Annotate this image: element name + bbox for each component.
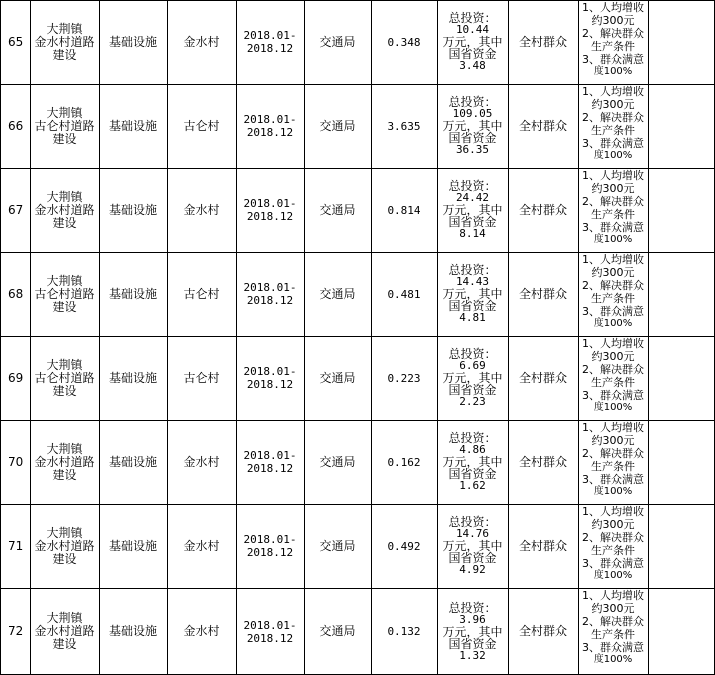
benefit-cell bbox=[578, 588, 648, 675]
benefit-line: 度100% bbox=[593, 486, 633, 497]
investment-cell bbox=[437, 588, 508, 675]
investment-line: 4.86 bbox=[459, 443, 486, 456]
extra-cell bbox=[648, 252, 715, 336]
extra-cell bbox=[648, 84, 715, 168]
index-cell: 66 bbox=[8, 118, 24, 133]
beneficiary-cell: 全村群众 bbox=[518, 286, 567, 301]
benefit-line: 1、人均增收 bbox=[582, 589, 644, 602]
grid-line-vertical bbox=[0, 0, 1, 675]
investment-line: 万元，其中 bbox=[442, 287, 503, 301]
project-name-line: 大荆镇 bbox=[46, 441, 83, 456]
benefit-line: 度100% bbox=[593, 150, 633, 161]
village-cell: 金水村 bbox=[183, 202, 220, 217]
investment-cell bbox=[437, 252, 508, 336]
benefit-line: 1、人均增收 bbox=[582, 169, 644, 182]
project-name-line: 大荆镇 bbox=[46, 611, 83, 625]
extra-cell bbox=[648, 420, 715, 504]
benefit-line: 2、解决群众 bbox=[582, 531, 644, 544]
investment-cell bbox=[437, 504, 508, 588]
project-name-line: 大荆镇 bbox=[46, 525, 83, 540]
village-cell: 金水村 bbox=[183, 454, 220, 469]
category-cell: 基础设施 bbox=[108, 624, 157, 638]
benefit-line: 2、解决群众 bbox=[582, 615, 644, 628]
index-cell: 69 bbox=[8, 370, 24, 385]
project-name-line: 金水村道路 bbox=[34, 202, 95, 217]
project-name-line: 大荆镇 bbox=[46, 105, 83, 120]
amount-cell: 0.481 bbox=[387, 287, 421, 301]
benefit-line: 3、群众满意 bbox=[582, 137, 644, 150]
investment-line: 万元，其中 bbox=[442, 624, 503, 639]
amount-cell: 3.635 bbox=[387, 119, 421, 133]
investment-line: 国省资金 bbox=[448, 383, 497, 397]
project-name-line: 大荆镇 bbox=[46, 189, 83, 204]
benefit-line: 约300元 bbox=[591, 602, 635, 615]
project-name-line: 建设 bbox=[52, 131, 77, 146]
period-cell bbox=[236, 252, 304, 336]
investment-line: 总投资： bbox=[448, 600, 497, 615]
grid-line-horizontal bbox=[0, 588, 715, 589]
index-cell: 68 bbox=[8, 286, 24, 301]
extra-cell bbox=[648, 168, 715, 252]
grid-line-vertical bbox=[437, 0, 438, 675]
benefit-line: 约300元 bbox=[591, 182, 635, 195]
project-name-line: 建设 bbox=[52, 299, 77, 314]
beneficiary-cell: 全村群众 bbox=[518, 454, 567, 469]
project-name-line: 建设 bbox=[52, 215, 77, 230]
grid-line-vertical bbox=[236, 0, 237, 675]
grid-line-horizontal bbox=[0, 0, 715, 1]
benefit-line: 3、群众满意 bbox=[582, 221, 644, 234]
investment-line: 万元，其中 bbox=[442, 35, 503, 49]
grid-line-vertical bbox=[508, 0, 509, 675]
category-cell: 基础设施 bbox=[108, 454, 157, 469]
benefit-line: 约300元 bbox=[591, 434, 635, 447]
benefit-line: 3、群众满意 bbox=[582, 641, 644, 654]
department-cell: 交通局 bbox=[319, 202, 356, 217]
village-cell: 古仑村 bbox=[183, 118, 220, 133]
project-name-line: 建设 bbox=[52, 551, 77, 566]
period-cell bbox=[236, 504, 304, 588]
village-cell: 金水村 bbox=[183, 624, 220, 638]
grid-line-horizontal bbox=[0, 420, 715, 421]
period-line: 2018.01- bbox=[243, 618, 297, 632]
period-cell bbox=[236, 420, 304, 504]
project-name-line: 古仑村道路 bbox=[34, 286, 95, 301]
investment-line: 3.48 bbox=[459, 59, 486, 72]
project-name-line: 建设 bbox=[52, 637, 77, 651]
project-name-line: 古仑村道路 bbox=[34, 370, 95, 385]
benefit-line: 约300元 bbox=[591, 350, 635, 363]
benefit-cell bbox=[578, 252, 648, 336]
beneficiary-cell: 全村群众 bbox=[518, 624, 567, 638]
investment-line: 国省资金 bbox=[448, 47, 497, 61]
investment-line: 国省资金 bbox=[448, 131, 497, 145]
investment-line: 8.14 bbox=[459, 227, 486, 240]
investment-line: 总投资： bbox=[448, 11, 497, 25]
category-cell: 基础设施 bbox=[108, 202, 157, 217]
investment-cell bbox=[437, 336, 508, 420]
benefit-line: 3、群众满意 bbox=[582, 557, 644, 570]
index-cell: 71 bbox=[8, 538, 24, 553]
beneficiary-cell: 全村群众 bbox=[518, 370, 567, 385]
investment-line: 国省资金 bbox=[448, 636, 497, 651]
benefit-line: 生产条件 bbox=[591, 628, 635, 641]
benefit-line: 3、群众满意 bbox=[582, 53, 644, 66]
amount-cell: 0.814 bbox=[387, 203, 421, 217]
benefit-cell bbox=[578, 420, 648, 504]
period-cell bbox=[236, 336, 304, 420]
grid-line-horizontal bbox=[0, 504, 715, 505]
benefit-line: 2、解决群众 bbox=[582, 195, 644, 208]
department-cell: 交通局 bbox=[319, 286, 356, 301]
project-name-cell bbox=[30, 420, 99, 504]
department-cell: 交通局 bbox=[319, 538, 356, 553]
benefit-line: 2、解决群众 bbox=[582, 447, 644, 460]
index-cell: 70 bbox=[8, 454, 24, 469]
period-line: 2018.12 bbox=[246, 462, 294, 475]
grid-line-horizontal bbox=[0, 252, 715, 253]
benefit-line: 2、解决群众 bbox=[582, 363, 644, 376]
village-cell: 古仑村 bbox=[183, 286, 220, 301]
investment-cell bbox=[437, 84, 508, 168]
grid-line-vertical bbox=[648, 0, 649, 675]
benefit-line: 3、群众满意 bbox=[582, 305, 644, 318]
period-line: 2018.12 bbox=[246, 210, 294, 223]
benefit-line: 约300元 bbox=[591, 518, 635, 531]
period-line: 2018.01- bbox=[243, 197, 297, 210]
period-line: 2018.12 bbox=[246, 294, 294, 307]
project-name-line: 金水村道路 bbox=[34, 34, 95, 49]
project-name-cell bbox=[30, 252, 99, 336]
project-name-cell bbox=[30, 84, 99, 168]
investment-line: 总投资： bbox=[448, 515, 497, 529]
project-name-line: 大荆镇 bbox=[46, 21, 83, 36]
project-name-line: 金水村道路 bbox=[34, 538, 95, 553]
beneficiary-cell: 全村群众 bbox=[518, 538, 567, 553]
investment-line: 6.69 bbox=[459, 359, 486, 372]
period-line: 2018.01- bbox=[243, 29, 297, 42]
investment-line: 3.96 bbox=[459, 612, 486, 626]
investment-line: 36.35 bbox=[455, 143, 490, 156]
amount-cell: 0.492 bbox=[387, 539, 421, 553]
benefit-line: 生产条件 bbox=[591, 40, 635, 53]
benefit-line: 生产条件 bbox=[591, 460, 635, 473]
beneficiary-cell: 全村群众 bbox=[518, 118, 567, 133]
benefit-line: 3、群众满意 bbox=[582, 389, 644, 402]
benefit-line: 2、解决群众 bbox=[582, 279, 644, 292]
period-cell bbox=[236, 588, 304, 675]
index-cell: 67 bbox=[8, 202, 24, 217]
investment-line: 14.43 bbox=[455, 275, 490, 288]
benefit-cell bbox=[578, 84, 648, 168]
benefit-line: 度100% bbox=[593, 654, 633, 665]
project-name-line: 金水村道路 bbox=[34, 624, 95, 638]
project-name-line: 建设 bbox=[52, 47, 77, 62]
investment-line: 万元，其中 bbox=[442, 119, 503, 133]
benefit-line: 生产条件 bbox=[591, 292, 635, 305]
amount-cell: 0.348 bbox=[387, 35, 421, 49]
investment-line: 109.05 bbox=[452, 107, 493, 120]
benefit-line: 约300元 bbox=[591, 266, 635, 279]
index-cell: 72 bbox=[8, 624, 24, 638]
benefit-line: 1、人均增收 bbox=[582, 1, 644, 14]
investment-line: 10.44 bbox=[455, 23, 490, 36]
project-name-cell bbox=[30, 504, 99, 588]
grid-line-vertical bbox=[167, 0, 168, 675]
project-name-line: 建设 bbox=[52, 467, 77, 482]
project-name-line: 大荆镇 bbox=[46, 273, 83, 288]
investment-line: 24.42 bbox=[455, 191, 490, 204]
village-cell: 金水村 bbox=[183, 538, 220, 553]
period-line: 2018.01- bbox=[243, 113, 297, 126]
benefit-line: 1、人均增收 bbox=[582, 505, 644, 518]
investment-line: 4.81 bbox=[459, 311, 486, 324]
grid-line-vertical bbox=[304, 0, 305, 675]
grid-line-vertical bbox=[578, 0, 579, 675]
beneficiary-cell: 全村群众 bbox=[518, 34, 567, 49]
period-line: 2018.01- bbox=[243, 449, 297, 462]
project-name-cell bbox=[30, 0, 99, 84]
period-line: 2018.12 bbox=[246, 631, 294, 645]
period-cell bbox=[236, 84, 304, 168]
benefit-line: 度100% bbox=[593, 570, 633, 581]
period-line: 2018.01- bbox=[243, 365, 297, 378]
project-name-cell bbox=[30, 168, 99, 252]
amount-cell: 0.223 bbox=[387, 371, 421, 385]
benefit-line: 生产条件 bbox=[591, 208, 635, 221]
benefit-line: 2、解决群众 bbox=[582, 27, 644, 40]
benefit-line: 度100% bbox=[593, 318, 633, 329]
period-cell bbox=[236, 168, 304, 252]
investment-line: 万元，其中 bbox=[442, 539, 503, 553]
village-cell: 金水村 bbox=[183, 34, 220, 49]
investment-line: 总投资： bbox=[448, 179, 497, 193]
project-name-line: 古仑村道路 bbox=[34, 118, 95, 133]
benefit-line: 2、解决群众 bbox=[582, 111, 644, 124]
grid-line-horizontal bbox=[0, 168, 715, 169]
extra-cell bbox=[648, 504, 715, 588]
project-name-cell bbox=[30, 336, 99, 420]
investment-cell bbox=[437, 420, 508, 504]
extra-cell bbox=[648, 588, 715, 675]
amount-cell: 0.162 bbox=[387, 455, 421, 469]
grid-line-vertical bbox=[371, 0, 372, 675]
benefit-line: 生产条件 bbox=[591, 544, 635, 557]
category-cell: 基础设施 bbox=[108, 118, 157, 133]
index-cell: 65 bbox=[8, 34, 24, 49]
benefit-cell bbox=[578, 168, 648, 252]
benefit-line: 度100% bbox=[593, 66, 633, 77]
benefit-line: 生产条件 bbox=[591, 124, 635, 137]
amount-cell: 0.132 bbox=[387, 625, 421, 638]
category-cell: 基础设施 bbox=[108, 538, 157, 553]
investment-cell bbox=[437, 168, 508, 252]
investment-line: 总投资： bbox=[448, 431, 497, 445]
investment-line: 国省资金 bbox=[448, 551, 497, 565]
investment-line: 总投资： bbox=[448, 95, 497, 109]
period-line: 2018.01- bbox=[243, 533, 297, 546]
category-cell: 基础设施 bbox=[108, 286, 157, 301]
category-cell: 基础设施 bbox=[108, 370, 157, 385]
investment-line: 万元，其中 bbox=[442, 203, 503, 217]
investment-line: 万元，其中 bbox=[442, 371, 503, 385]
investment-line: 4.92 bbox=[459, 563, 486, 576]
period-line: 2018.01- bbox=[243, 281, 297, 294]
category-cell: 基础设施 bbox=[108, 34, 157, 49]
department-cell: 交通局 bbox=[319, 624, 356, 638]
benefit-line: 约300元 bbox=[591, 98, 635, 111]
benefit-line: 度100% bbox=[593, 234, 633, 245]
department-cell: 交通局 bbox=[319, 370, 356, 385]
project-name-line: 大荆镇 bbox=[46, 357, 83, 372]
grid-line-horizontal bbox=[0, 84, 715, 85]
project-name-cell bbox=[30, 588, 99, 675]
project-name-line: 建设 bbox=[52, 383, 77, 398]
investment-line: 国省资金 bbox=[448, 467, 497, 481]
investment-line: 14.76 bbox=[455, 527, 490, 540]
benefit-line: 3、群众满意 bbox=[582, 473, 644, 486]
benefit-line: 1、人均增收 bbox=[582, 421, 644, 434]
period-line: 2018.12 bbox=[246, 546, 294, 559]
village-cell: 古仑村 bbox=[183, 370, 220, 385]
investment-line: 1.62 bbox=[459, 479, 486, 492]
grid-line-horizontal bbox=[0, 336, 715, 337]
benefit-line: 约300元 bbox=[591, 14, 635, 27]
investment-line: 万元，其中 bbox=[442, 455, 503, 469]
extra-cell bbox=[648, 336, 715, 420]
department-cell: 交通局 bbox=[319, 454, 356, 469]
benefit-line: 1、人均增收 bbox=[582, 85, 644, 98]
grid-line-vertical bbox=[99, 0, 100, 675]
benefit-line: 度100% bbox=[593, 402, 633, 413]
investment-cell bbox=[437, 0, 508, 84]
benefit-cell bbox=[578, 336, 648, 420]
extra-cell bbox=[648, 0, 715, 84]
investment-line: 国省资金 bbox=[448, 299, 497, 313]
investment-line: 总投资： bbox=[448, 263, 497, 277]
period-line: 2018.12 bbox=[246, 42, 294, 55]
investment-line: 总投资： bbox=[448, 347, 497, 361]
investment-line: 1.32 bbox=[459, 648, 486, 662]
department-cell: 交通局 bbox=[319, 34, 356, 49]
benefit-line: 1、人均增收 bbox=[582, 337, 644, 350]
grid-line-vertical bbox=[30, 0, 31, 675]
benefit-line: 生产条件 bbox=[591, 376, 635, 389]
benefit-cell bbox=[578, 0, 648, 84]
investment-line: 2.23 bbox=[459, 395, 486, 408]
period-line: 2018.12 bbox=[246, 378, 294, 391]
benefit-cell bbox=[578, 504, 648, 588]
period-cell bbox=[236, 0, 304, 84]
project-name-line: 金水村道路 bbox=[34, 454, 95, 469]
beneficiary-cell: 全村群众 bbox=[518, 202, 567, 217]
benefit-line: 1、人均增收 bbox=[582, 253, 644, 266]
period-line: 2018.12 bbox=[246, 126, 294, 139]
department-cell: 交通局 bbox=[319, 118, 356, 133]
investment-line: 国省资金 bbox=[448, 215, 497, 229]
